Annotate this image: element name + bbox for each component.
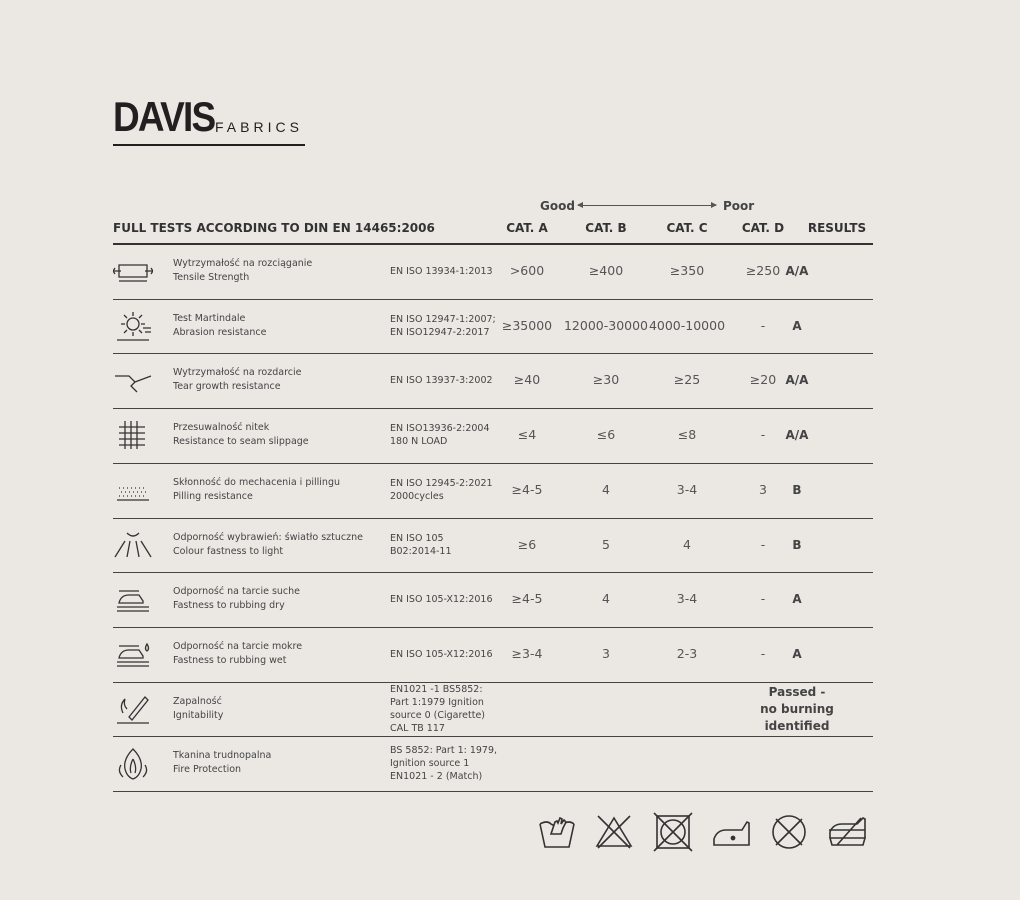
cat-c-value: ≥25 (673, 372, 701, 387)
result-value (757, 627, 837, 681)
scale-poor-label: Poor (723, 199, 755, 213)
test-name-en: Fastness to rubbing wet (173, 655, 287, 666)
test-name-en: Fire Protection (173, 764, 242, 775)
table-row (113, 408, 873, 462)
do-not-dry-clean-icon (769, 812, 809, 852)
hand-wash-icon (537, 812, 577, 852)
standard-line: EN ISO 105 (390, 533, 444, 544)
test-name-en: Tear growth resistance (173, 381, 281, 392)
standard-line: EN ISO 12947-1:2007; (390, 314, 496, 325)
result-value (757, 682, 837, 736)
test-name (173, 736, 388, 790)
standard-line: Part 1:1979 Ignition (390, 697, 484, 708)
result-value (757, 463, 837, 517)
test-name (173, 518, 388, 572)
cat-d-value: - (760, 646, 766, 661)
cat-a-value: >600 (509, 263, 545, 278)
iron-low-icon (711, 812, 751, 852)
result-line: A (792, 591, 802, 606)
col-cat-d: CAT. D (741, 221, 785, 235)
result-value (757, 299, 837, 353)
pilling-icon (113, 472, 153, 508)
col-cat-a: CAT. A (506, 221, 548, 235)
cat-c-value: ≤8 (677, 427, 697, 442)
logo-sub: FABRICS (215, 119, 303, 135)
table-row (113, 572, 873, 626)
test-name (173, 572, 388, 626)
test-name-en: Fastness to rubbing dry (173, 600, 285, 611)
result-value (757, 572, 837, 626)
test-name-en: Pilling resistance (173, 491, 253, 502)
result-value (757, 518, 837, 572)
rubbing-wet-icon (113, 636, 153, 672)
cat-b-value: 12000-30000 (563, 318, 649, 333)
test-name (173, 627, 388, 681)
abrasion-icon (113, 308, 153, 344)
cat-c-value: 3-4 (676, 591, 698, 606)
cat-b-value: ≤6 (596, 427, 616, 442)
table-row (113, 463, 873, 517)
test-name-pl: Odporność wybrawień: światło sztuczne (173, 532, 363, 543)
test-name (173, 244, 388, 298)
col-cat-b: CAT. B (585, 221, 627, 235)
cat-d-value: ≥250 (745, 263, 781, 278)
test-name-pl: Przesuwalność nitek (173, 422, 270, 433)
test-name-en: Ignitability (173, 710, 224, 721)
cat-c-value: 4000-10000 (648, 318, 726, 333)
tensile-strength-icon (113, 253, 153, 289)
row-divider (113, 791, 873, 792)
ignitability-icon (113, 691, 153, 727)
cat-b-value: 3 (602, 646, 610, 661)
standard-line: EN ISO13936-2:2004 (390, 423, 490, 434)
table-title: FULL TESTS ACCORDING TO DIN EN 14465:2006 (113, 221, 435, 235)
test-name-pl: Test Martindale (173, 313, 246, 324)
result-line: A (792, 318, 802, 333)
table-row (113, 299, 873, 353)
standard-line: CAL TB 117 (390, 723, 445, 734)
standard-line: B02:2014-11 (390, 546, 452, 557)
result-line: Passed - (768, 684, 826, 699)
standard-line: EN ISO 12945-2:2021 (390, 478, 493, 489)
scale-good-label: Good (540, 199, 575, 213)
standard-line: BS 5852: Part 1: 1979, (390, 744, 498, 756)
test-name-en: Resistance to seam slippage (173, 436, 309, 447)
cat-d-value: ≥20 (749, 372, 777, 387)
standard-line: source 0 (Cigarette) (390, 710, 486, 721)
col-results: RESULTS (807, 221, 867, 235)
standard-line: 180 N LOAD (390, 436, 448, 447)
table-row (113, 627, 873, 681)
result-value (757, 244, 837, 298)
standard-line: EN ISO 13934-1:2013 (390, 265, 493, 277)
cat-d-value: - (760, 537, 766, 552)
test-name-pl: Wytrzymałość na rozciąganie (173, 258, 313, 269)
test-name (173, 353, 388, 407)
cat-a-value: ≥35000 (501, 318, 553, 333)
test-name-pl: Skłonność do mechacenia i pillingu (173, 477, 341, 488)
result-line: A/A (785, 372, 809, 387)
table-row (113, 736, 873, 790)
cat-a-value: ≥4-5 (511, 591, 543, 606)
davis-fabrics-logo (113, 93, 305, 146)
standard-line: Ignition source 1 (390, 757, 470, 769)
test-name-en: Abrasion resistance (173, 327, 267, 338)
standard-line: EN ISO 13937-3:2002 (390, 374, 493, 386)
cat-b-value: ≥400 (588, 263, 624, 278)
cat-c-value: 2-3 (676, 646, 698, 661)
test-name-en: Tensile Strength (173, 272, 250, 283)
fire-protection-icon (113, 745, 153, 781)
result-value (757, 736, 837, 790)
table-row (113, 518, 873, 572)
rubbing-dry-icon (113, 581, 153, 617)
cat-a-value: ≥3-4 (511, 646, 543, 661)
cat-d-value: 3 (759, 482, 767, 497)
do-not-tumble-dry-icon (653, 812, 693, 852)
result-line: B (792, 482, 802, 497)
seam-slippage-icon (113, 417, 153, 453)
cat-b-value: 4 (602, 482, 610, 497)
result-line: A (792, 646, 802, 661)
test-name-pl: Tkanina trudnopalna (173, 750, 272, 761)
table-row (113, 353, 873, 407)
standard-line: 2000cycles (390, 491, 444, 502)
test-name-pl: Wytrzymałość na rozdarcie (173, 367, 302, 378)
result-line: A/A (785, 427, 809, 442)
cat-d-value: - (760, 591, 766, 606)
cat-c-value: ≥350 (669, 263, 705, 278)
result-line: identified (764, 718, 830, 733)
test-name (173, 463, 388, 517)
do-not-bleach-icon (594, 812, 634, 852)
standard-line: EN1021 - 2 (Match) (390, 770, 483, 782)
test-name (173, 299, 388, 353)
standard-line: EN ISO12947-2:2017 (390, 327, 490, 338)
logo-underline (113, 144, 305, 146)
cat-c-value: 3-4 (676, 482, 698, 497)
test-name-en: Colour fastness to light (173, 546, 284, 557)
cat-c-value: 4 (683, 537, 691, 552)
test-name (173, 408, 388, 462)
table-row (113, 682, 873, 736)
cat-b-value: ≥30 (592, 372, 620, 387)
result-line: A/A (785, 263, 809, 278)
light-fastness-icon (113, 527, 153, 563)
result-value (757, 353, 837, 407)
test-name-pl: Zapalność (173, 696, 222, 707)
test-name-pl: Odporność na tarcie suche (173, 586, 301, 597)
result-line: no burning (760, 701, 834, 716)
result-value (757, 408, 837, 462)
cat-a-value: ≥4-5 (511, 482, 543, 497)
cat-a-value: ≥40 (513, 372, 541, 387)
standard-line: EN ISO 105-X12:2016 (390, 593, 493, 605)
cat-d-value: - (760, 318, 766, 333)
cat-b-value: 4 (602, 591, 610, 606)
test-name-pl: Odporność na tarcie mokre (173, 641, 303, 652)
cat-d-value: - (760, 427, 766, 442)
col-cat-c: CAT. C (666, 221, 708, 235)
do-not-wet-clean-icon (827, 812, 867, 852)
test-name (173, 682, 388, 736)
result-line: B (792, 537, 802, 552)
logo-brand: DAVIS (113, 93, 215, 140)
standard-line: EN ISO 105-X12:2016 (390, 648, 493, 660)
cat-b-value: 5 (602, 537, 610, 552)
cat-a-value: ≤4 (517, 427, 537, 442)
table-row (113, 244, 873, 298)
tear-growth-icon (113, 362, 153, 398)
cat-a-value: ≥6 (517, 537, 537, 552)
standard-line: EN1021 -1 BS5852: (390, 684, 483, 695)
scale-arrow (578, 205, 716, 206)
